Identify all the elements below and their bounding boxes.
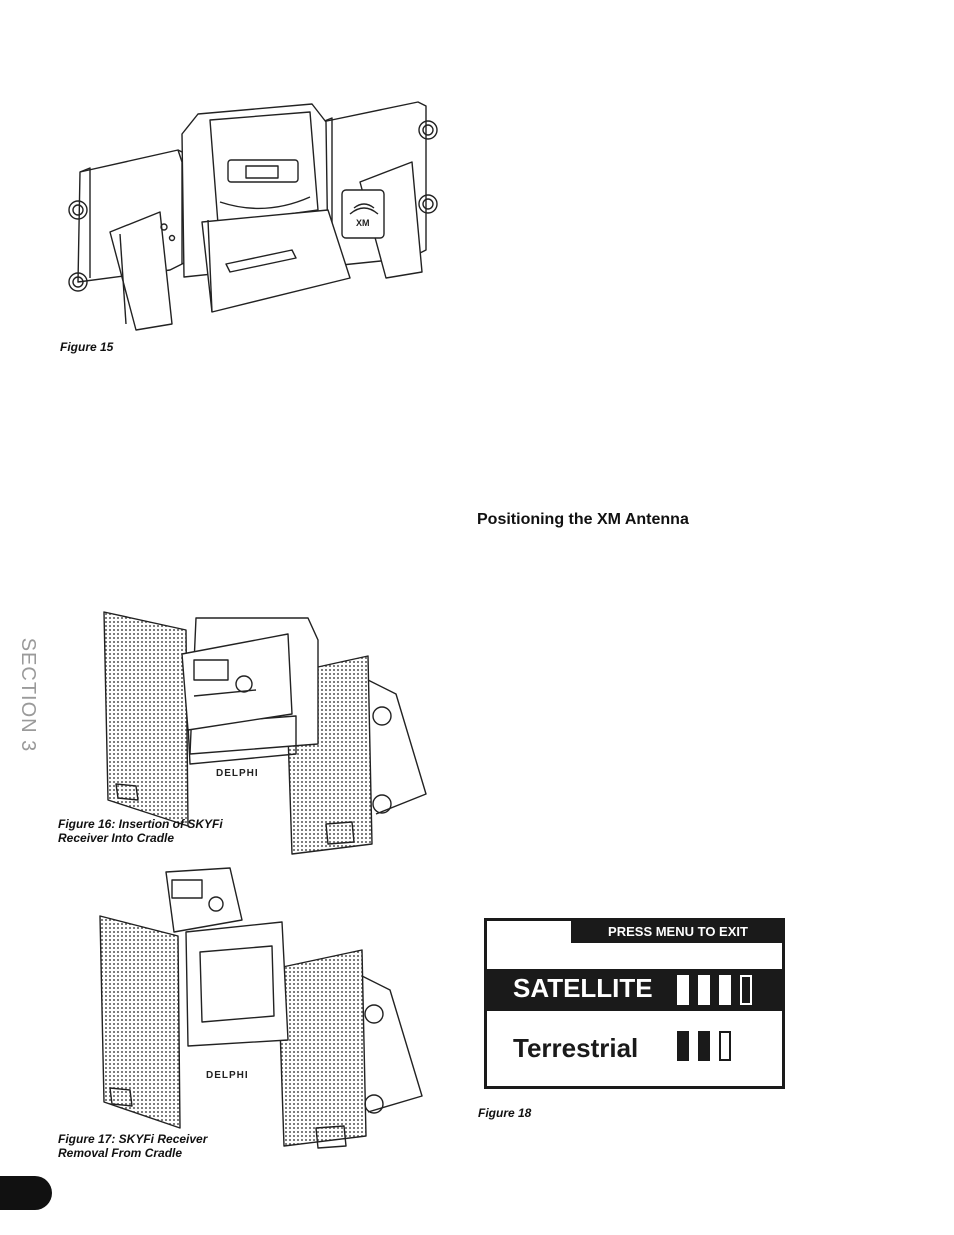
figure-17-caption bbox=[58, 1132, 207, 1160]
signal-bar-filled bbox=[677, 975, 689, 1005]
xm-logo-text: XM bbox=[356, 218, 370, 228]
figure-16-caption bbox=[58, 817, 223, 845]
satellite-label: SATELLITE bbox=[513, 973, 653, 1003]
terrestrial-label: Terrestrial bbox=[513, 1033, 639, 1063]
signal-bar-empty bbox=[719, 1031, 731, 1061]
signal-bar-filled bbox=[698, 975, 710, 1005]
press-menu-banner: PRESS MENU TO EXIT bbox=[571, 921, 785, 943]
figure-18-caption: Figure 18 bbox=[478, 1106, 532, 1120]
signal-strength-display bbox=[484, 918, 785, 1089]
signal-bar-empty bbox=[740, 975, 752, 1005]
figure-15-caption: Figure 15 bbox=[60, 340, 114, 354]
section-label: SECTION 3 bbox=[17, 637, 39, 753]
svg-text:DELPHI: DELPHI bbox=[206, 1070, 249, 1081]
figure-16-caption-line-2: Receiver Into Cradle bbox=[58, 831, 175, 845]
signal-bar-filled bbox=[677, 1031, 689, 1061]
satellite-row bbox=[487, 969, 785, 1011]
signal-bar-filled bbox=[719, 975, 731, 1005]
page-tab bbox=[0, 1176, 52, 1210]
signal-bar-filled bbox=[698, 1031, 710, 1061]
figure-17-illustration bbox=[92, 866, 436, 1154]
figure-15-illustration bbox=[60, 92, 450, 337]
figure-16-caption-line-1: Figure 16: Insertion of SKYFi bbox=[58, 817, 223, 831]
section-heading: Positioning the XM Antenna bbox=[477, 511, 689, 528]
figure-17-caption-line-2: Removal From Cradle bbox=[58, 1146, 183, 1160]
delphi-brand-text: DELPHI bbox=[216, 768, 259, 779]
figure-17-caption-line-1: Figure 17: SKYFi Receiver bbox=[58, 1132, 208, 1146]
